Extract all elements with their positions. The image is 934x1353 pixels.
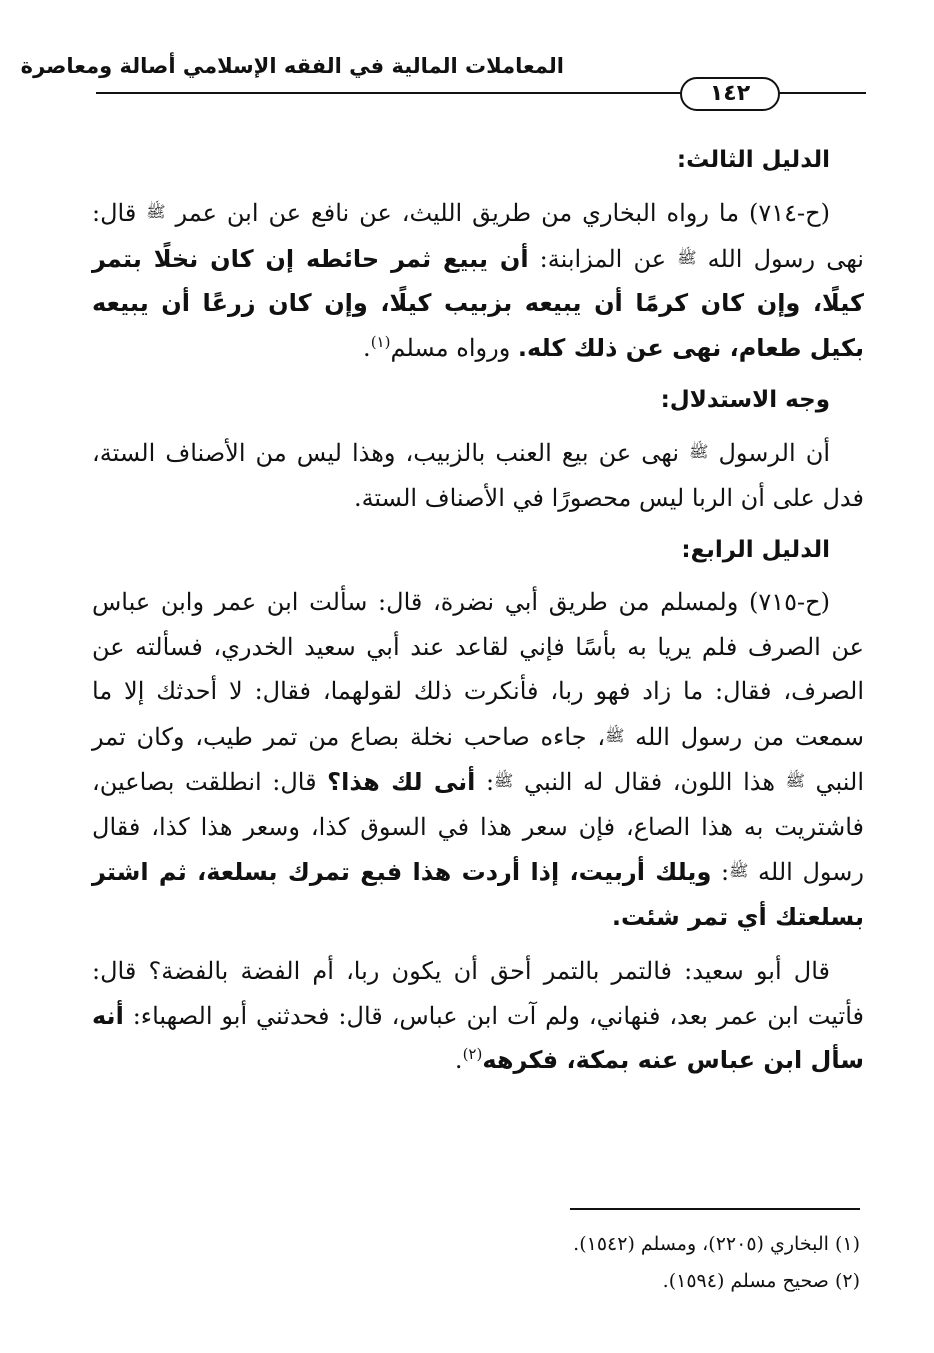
- text-segment: ، جاءه صاحب نخلة بصاع من تمر طيب، وكان تمر النبي: [92, 722, 864, 796]
- footnote-divider: [570, 1208, 860, 1210]
- footnote-1: (١) البخاري (٢٢٠٥)، ومسلم (١٥٤٢).: [573, 1233, 860, 1255]
- text-segment: ورواه مسلم: [390, 333, 518, 362]
- honorific-symbol: ﷺ: [146, 202, 166, 221]
- inference-paragraph: [92, 430, 864, 520]
- text-segment: قال: نهى رسول الله: [92, 199, 864, 273]
- text-segment: أن الرسول: [708, 439, 831, 467]
- text-segment: (ح-٧١٥) ولمسلم من طريق أبي نضرة، قال: سألت ابن عمر وابن عباس عن الصرف فلم يريا به بأسًا فإني لقاعد عند أبي سعيد الخدري، فسألته عن الصرف، فقال: ما زاد فهو ربا، فأنكرت ذلك لقولهما، فقال: لا أحدثك إلا ما سمعت من رسول الله: [92, 588, 864, 751]
- hadith-quote: أنه سأل ابن عباس عنه بمكة، فكرهه: [92, 1001, 864, 1074]
- footnotes: [300, 1226, 860, 1300]
- text-segment: :: [711, 858, 730, 886]
- text-segment: نهى عن بيع العنب بالزبيب، وهذا ليس من الأصناف الستة، فدل على أن الربا ليس محصورًا في الأصناف الستة.: [92, 439, 864, 512]
- abu-said-paragraph: [92, 949, 864, 1083]
- hadith-quote: أن يبيع ثمر حائطه إن كان نخلًا بتمر كيلًا، وإن كان كرمًا أن يبيعه بزبيب كيلًا، وإن كان زرعًا أن يبيعه بكيل طعام، نهى عن ذلك كله.: [92, 244, 864, 362]
- text-segment: :: [475, 768, 495, 796]
- text-segment: .: [363, 333, 371, 362]
- heading-third-evidence: الدليل الثالث:: [676, 147, 830, 173]
- running-header-title: المعاملات المالية في الفقه الإسلامي أصالة ومعاصرة: [20, 54, 564, 78]
- hadith-715-paragraph: [92, 580, 864, 939]
- honorific-symbol: ﷺ: [494, 771, 514, 790]
- main-text: [92, 140, 864, 1093]
- text-segment: (ح-٧١٤) ما رواه البخاري من طريق الليث، عن نافع عن ابن عمر: [165, 199, 830, 227]
- text-segment: قال: انطلقت بصاعين، فاشتريت به هذا الصاع، فإن سعر هذا في السوق كذا، وسعر هذا كذا، فقال رسول الله: [92, 768, 864, 886]
- hadith-714-paragraph: [92, 190, 864, 370]
- heading-inference: وجه الاستدلال:: [660, 387, 830, 413]
- page-number: ١٤٢: [680, 77, 780, 111]
- footnote-ref-2[interactable]: (٢): [462, 1045, 483, 1063]
- hadith-quote: أنى لك هذا؟: [327, 768, 476, 796]
- honorific-symbol: ﷺ: [729, 861, 749, 880]
- text-segment: هذا اللون، فقال له النبي: [513, 768, 786, 796]
- honorific-symbol: ﷺ: [605, 725, 625, 745]
- text-segment: عن المزابنة:: [528, 244, 678, 273]
- text-segment: .: [454, 1046, 463, 1074]
- hadith-quote: ويلك أربيت، إذا أردت هذا فبع تمرك بسلعة، ثم اشتر بسلعتك أي تمر شئت.: [92, 858, 864, 931]
- text-segment: قال أبو سعيد: فالتمر بالتمر أحق أن يكون ربا، أم الفضة بالفضة؟ قال: فأتيت ابن عمر بعد، فنهاني، ولم آت ابن عباس، قال: فحدثني أبو الصهباء:: [92, 957, 864, 1030]
- honorific-symbol: ﷺ: [677, 247, 697, 267]
- honorific-symbol: ﷺ: [689, 442, 709, 461]
- footnote-2: (٢) صحيح مسلم (١٥٩٤).: [662, 1270, 860, 1292]
- footnote-ref-1[interactable]: (١): [370, 332, 391, 351]
- honorific-symbol: ﷺ: [785, 771, 805, 790]
- heading-fourth-evidence: الدليل الرابع:: [681, 537, 830, 563]
